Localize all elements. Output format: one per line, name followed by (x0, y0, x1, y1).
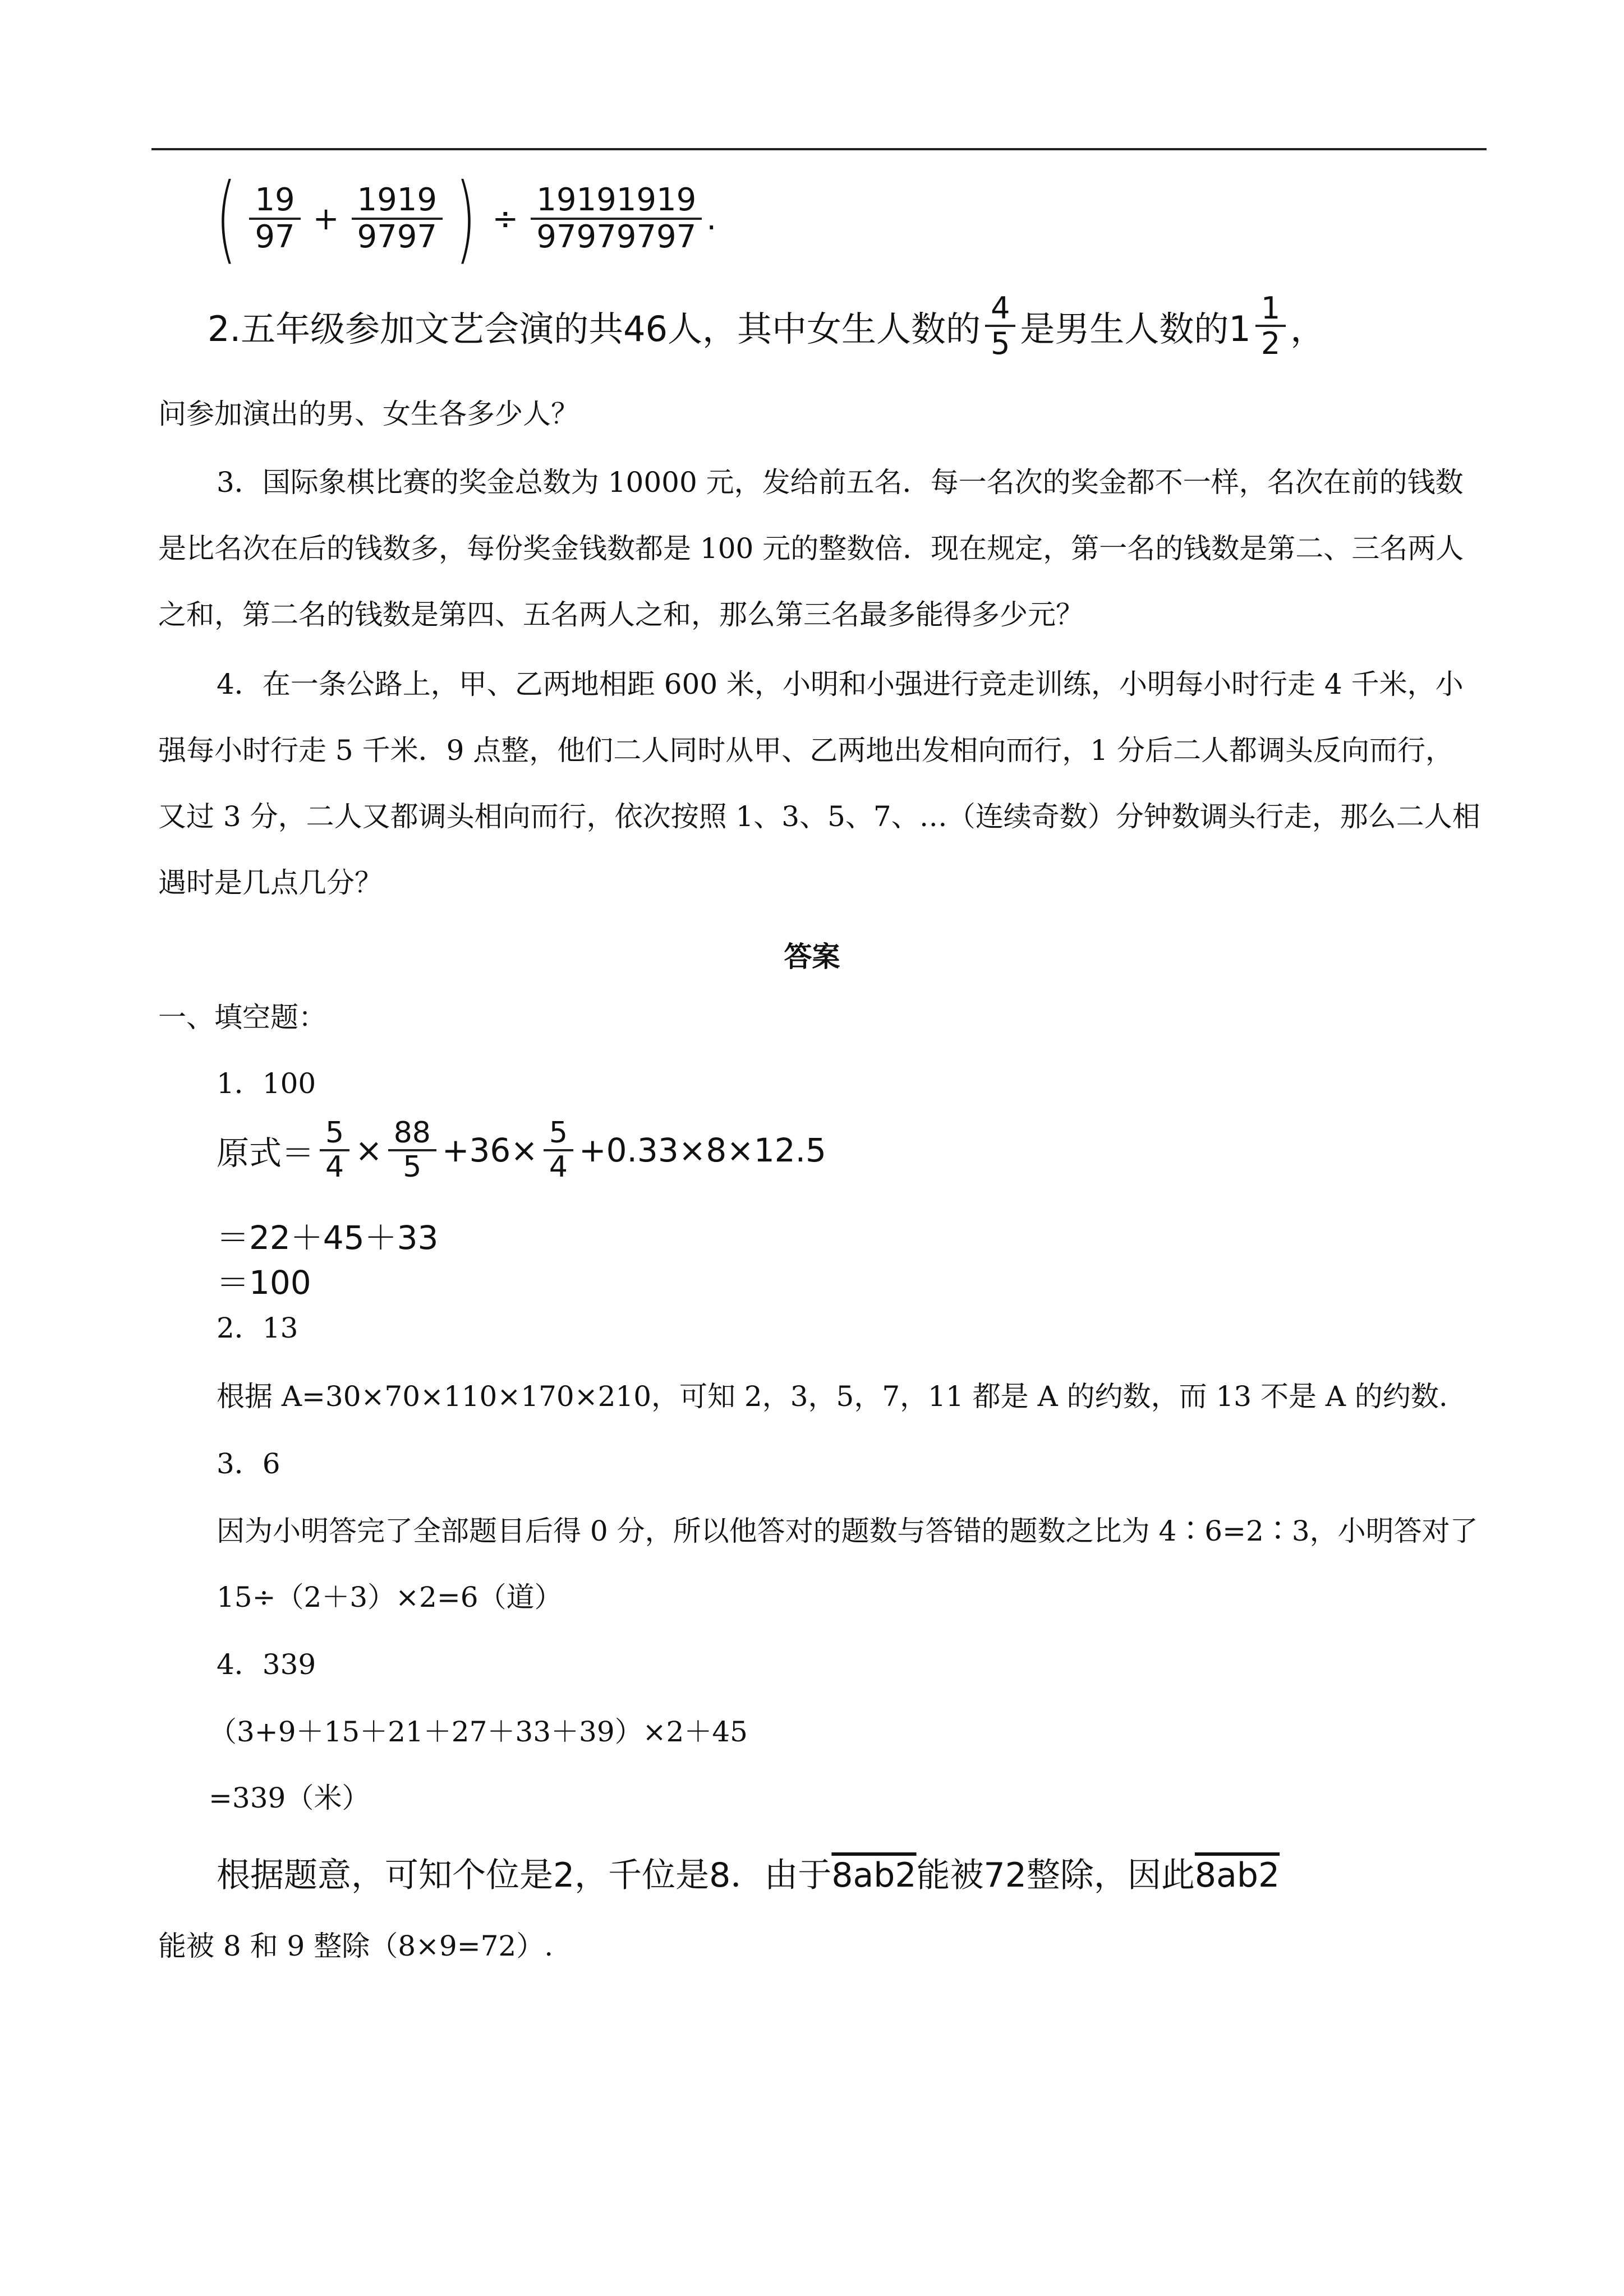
answer-4-line-2: =339（米） (209, 1782, 370, 1814)
right-paren: ) (455, 163, 476, 274)
answers-heading: 答案 (784, 940, 840, 973)
answer-4-line-1: （3+9＋15＋21＋27＋33＋39）×2＋45 (209, 1716, 748, 1748)
left-paren: ( (215, 163, 237, 274)
answer-2-label: 2．13 (217, 1312, 298, 1344)
fraction: $\frac{19191919}{97979797}$ (531, 183, 702, 254)
answer-5-line-1: 根据题意，可知个位是2，千位是8．由于8ab2能被72整除，因此8ab2 (217, 1856, 1280, 1895)
answer-3-line-1: 因为小明答完了全部题目后得 0 分，所以他答对的题数与答错的题数之比为 4∶6=2∶3，小明答对了 (217, 1515, 1478, 1547)
fraction: $\frac{19}{97}$ (249, 183, 300, 254)
answer-2-text: 根据 A=30×70×110×170×210，可知 2，3，5，7，11 都是 A 的约数，而 13 不是 A 的约数. (217, 1380, 1448, 1413)
answer-3-line-2: 15÷（2＋3）×2=6（道） (217, 1581, 563, 1613)
problem-2-line-1: 2.五年级参加文艺会演的共46人，其中女生人数的 $\frac{4}{5}$ 是男生人数的1 $\frac{1}{2}$ ， (208, 291, 1326, 362)
problem-4-line-2: 强每小时行走 5 千米．9 点整，他们二人同时从甲、乙两地出发相向而行，1 分后二人都调头反向而行， (158, 734, 1454, 767)
problem-2-line-2: 问参加演出的男、女生各多少人？ (158, 398, 579, 430)
answer-1-label: 1．100 (217, 1067, 316, 1100)
answer-3-label: 3．6 (217, 1447, 280, 1480)
fraction: $\frac{5}{4}$ (544, 1117, 573, 1183)
fraction: $\frac{5}{4}$ (320, 1117, 349, 1183)
overline-number: 8ab2 (831, 1856, 917, 1895)
plus-sign: + (312, 200, 339, 237)
period: . (706, 200, 717, 237)
problem-4-line-3: 又过 3 分，二人又都调头相向而行，依次按照 1、3、5、7、…（连续奇数）分钟数调头行走，那么二人相 (158, 800, 1480, 833)
answer-1-step-2: ＝22＋45＋33 (217, 1219, 439, 1257)
problem-4-line-1: 4．在一条公路上，甲、乙两地相距 600 米，小明和小强进行竞走训练，小明每小时行走 4 千米，小 (217, 668, 1464, 700)
problem-3-line-3: 之和，第二名的钱数是第四、五名两人之和，那么第三名最多能得多少元？ (158, 598, 1084, 631)
answer-5-line-2: 能被 8 和 9 整除（8×9=72）. (158, 1930, 554, 1962)
answer-4-label: 4．339 (217, 1648, 316, 1681)
fraction: $\frac{4}{5}$ (985, 292, 1015, 361)
section-fill-in-blank: 一、填空题： (158, 1001, 326, 1034)
overline-number: 8ab2 (1194, 1856, 1280, 1895)
answer-1-formula: 原式＝ $\frac{5}{4}$ × $\frac{88}{5}$ +36× $\frac{5}{4}$ +0.33×8×12.5 (217, 1116, 826, 1184)
problem-4-line-4: 遇时是几点几分？ (158, 866, 383, 899)
divide-sign: ÷ (492, 200, 519, 237)
problem-3-line-1: 3．国际象棋比赛的奖金总数为 10000 元，发给前五名．每一名次的奖金都不一样，名次在前的钱数 (217, 466, 1464, 499)
problem-3-line-2: 是比名次在后的钱数多，每份奖金钱数都是 100 元的整数倍．现在规定，第一名的钱数是第二、三名两人 (158, 532, 1464, 565)
fraction: $\frac{88}{5}$ (388, 1117, 436, 1183)
header-rule (151, 148, 1487, 150)
fraction: $\frac{1}{2}$ (1255, 292, 1286, 361)
problem-1-expression (208, 163, 717, 274)
answer-1-step-3: ＝100 (217, 1264, 311, 1302)
fraction: $\frac{1919}{9797}$ (352, 183, 443, 254)
